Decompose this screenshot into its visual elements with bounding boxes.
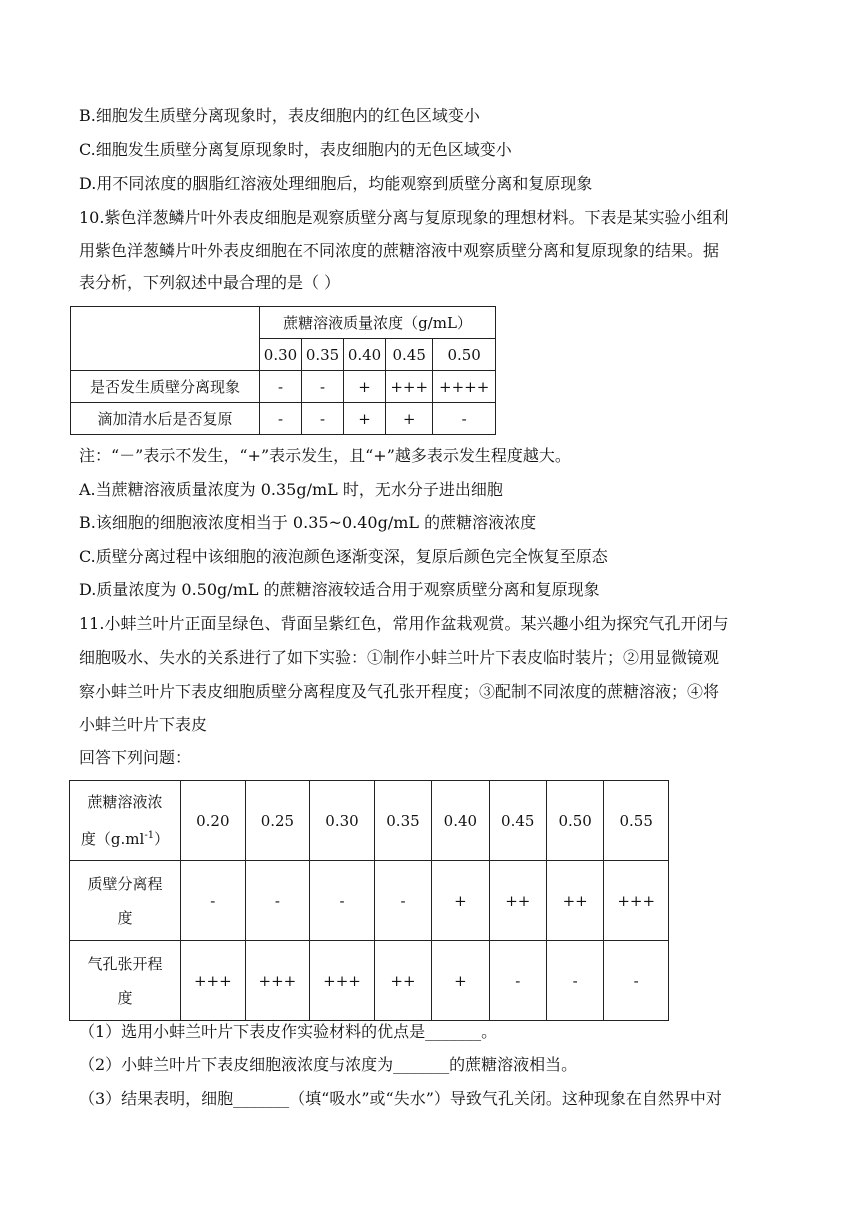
table1-value-cell: - bbox=[302, 371, 344, 403]
table2-conc-cell: 0.20 bbox=[181, 781, 246, 861]
table2-conc-cell: 0.50 bbox=[546, 781, 603, 861]
option-d-text: D.质量浓度为 0.50g/mL 的蔗糖溶液较适合用于观察质壁分离和复原现象 bbox=[79, 580, 600, 599]
table1-note: 注：“－”表示不发生，“+”表示发生，且“+”越多表示发生程度越大。 bbox=[79, 446, 571, 465]
table2-value-cell: - bbox=[310, 861, 375, 941]
question-10-line-2: 用紫色洋葱鳞片叶外表皮细胞在不同浓度的蔗糖溶液中观察质壁分离和复原现象的结果。据 bbox=[79, 241, 720, 260]
sub-question-2: （2）小蚌兰叶片下表皮细胞液浓度与浓度为_______的蔗糖溶液相当。 bbox=[79, 1055, 578, 1074]
table1-row-label: 是否发生质壁分离现象 bbox=[71, 371, 260, 403]
table1-conc-cell: 0.45 bbox=[386, 339, 433, 371]
table2-value-cell: - bbox=[181, 861, 246, 941]
table2-value-cell: +++ bbox=[310, 941, 375, 1021]
option-b-text: B.该细胞的细胞液浓度相当于 0.35~0.40g/mL 的蔗糖溶液浓度 bbox=[79, 513, 537, 532]
table1-value-cell: - bbox=[302, 403, 344, 435]
table2-value-cell: - bbox=[546, 941, 603, 1021]
table1-corner-cell bbox=[71, 307, 260, 371]
table1-conc-cell: 0.40 bbox=[344, 339, 386, 371]
table1-value-cell: + bbox=[386, 403, 433, 435]
question-10-line-3: 表分析，下列叙述中最合理的是（ ） bbox=[79, 273, 341, 292]
table2-header-line-2: 度$(g.ml^{-1})$ bbox=[80, 830, 170, 848]
table2-value-cell: +++ bbox=[181, 941, 246, 1021]
table2-value-cell: - bbox=[374, 861, 431, 941]
table1-value-cell: - bbox=[433, 403, 496, 435]
question-11-line-3: 察小蚌兰叶片下表皮细胞质壁分离程度及气孔张开程度；③配制不同浓度的蔗糖溶液；④将 bbox=[79, 682, 720, 701]
table2-conc-cell: 0.40 bbox=[432, 781, 489, 861]
table2-value-cell: + bbox=[432, 941, 489, 1021]
question-11-line-4: 小蚌兰叶片下表皮 bbox=[79, 715, 208, 734]
table2-conc-cell: 0.45 bbox=[489, 781, 546, 861]
table2-conc-cell: 0.55 bbox=[604, 781, 669, 861]
table2-conc-cell: 0.25 bbox=[245, 781, 310, 861]
table2-value-cell: ++ bbox=[489, 861, 546, 941]
table2-value-cell: +++ bbox=[245, 941, 310, 1021]
option-c-text: C.细胞发生质壁分离复原现象时，表皮细胞内的无色区域变小 bbox=[79, 140, 512, 159]
table1-value-cell: - bbox=[260, 371, 302, 403]
stomata-table bbox=[69, 780, 669, 1021]
question-10-line-1: 10.紫色洋葱鳞片叶外表皮细胞是观察质壁分离与复原现象的理想材料。下表是某实验小组利 bbox=[79, 208, 729, 227]
table2-value-cell: +++ bbox=[604, 861, 669, 941]
table2-conc-cell: 0.30 bbox=[310, 781, 375, 861]
table2-value-cell: - bbox=[245, 861, 310, 941]
option-a-text: A.当蔗糖溶液质量浓度为 0.35g/mL 时，无水分子进出细胞 bbox=[79, 480, 503, 499]
table1-header: 蔗糖溶液质量浓度（g/mL） bbox=[260, 307, 496, 339]
table1-value-cell: - bbox=[260, 403, 302, 435]
table2-value-cell: - bbox=[489, 941, 546, 1021]
table2-value-cell: - bbox=[604, 941, 669, 1021]
table2-value-cell: + bbox=[432, 861, 489, 941]
sucrose-plasmolysis-table bbox=[70, 306, 496, 435]
table1-value-cell: +++ bbox=[386, 371, 433, 403]
answer-prompt: 回答下列问题： bbox=[79, 748, 192, 767]
table1-value-cell: + bbox=[344, 403, 386, 435]
table1-conc-cell: 0.50 bbox=[433, 339, 496, 371]
table1-conc-cell: 0.30 bbox=[260, 339, 302, 371]
table1-row-label: 滴加清水后是否复原 bbox=[71, 403, 260, 435]
question-11-line-2: 细胞吸水、失水的关系进行了如下实验：①制作小蚌兰叶片下表皮临时装片；②用显微镜观 bbox=[79, 648, 720, 667]
table2-value-cell: ++ bbox=[546, 861, 603, 941]
option-d-text: D.用不同浓度的胭脂红溶液处理细胞后，均能观察到质壁分离和复原现象 bbox=[79, 174, 593, 193]
table1-conc-cell: 0.35 bbox=[302, 339, 344, 371]
question-11-line-1: 11.小蚌兰叶片正面呈绿色、背面呈紫红色，常用作盆栽观赏。某兴趣小组为探究气孔开闭与 bbox=[79, 614, 729, 633]
table2-conc-cell: 0.35 bbox=[374, 781, 431, 861]
sub-question-1: （1）选用小蚌兰叶片下表皮作实验材料的优点是_______。 bbox=[79, 1022, 498, 1041]
option-b-text: B.细胞发生质壁分离现象时，表皮细胞内的红色区域变小 bbox=[79, 106, 480, 125]
table1-value-cell: ++++ bbox=[433, 371, 496, 403]
sub-question-3: （3）结果表明，细胞_______（填“吸水”或“失水”）导致气孔关闭。这种现象在自然界中对 bbox=[79, 1089, 722, 1108]
table1-value-cell: + bbox=[344, 371, 386, 403]
table2-header-cell bbox=[70, 781, 181, 861]
table2-header-line-1: 蔗糖溶液浓 bbox=[87, 793, 163, 811]
table2-row-label: 质壁分离程 度 bbox=[70, 861, 181, 941]
table2-row-label: 气孔张开程 度 bbox=[70, 941, 181, 1021]
table2-value-cell: ++ bbox=[374, 941, 431, 1021]
option-c-text: C.质壁分离过程中该细胞的液泡颜色逐渐变深，复原后颜色完全恢复至原态 bbox=[79, 547, 608, 566]
